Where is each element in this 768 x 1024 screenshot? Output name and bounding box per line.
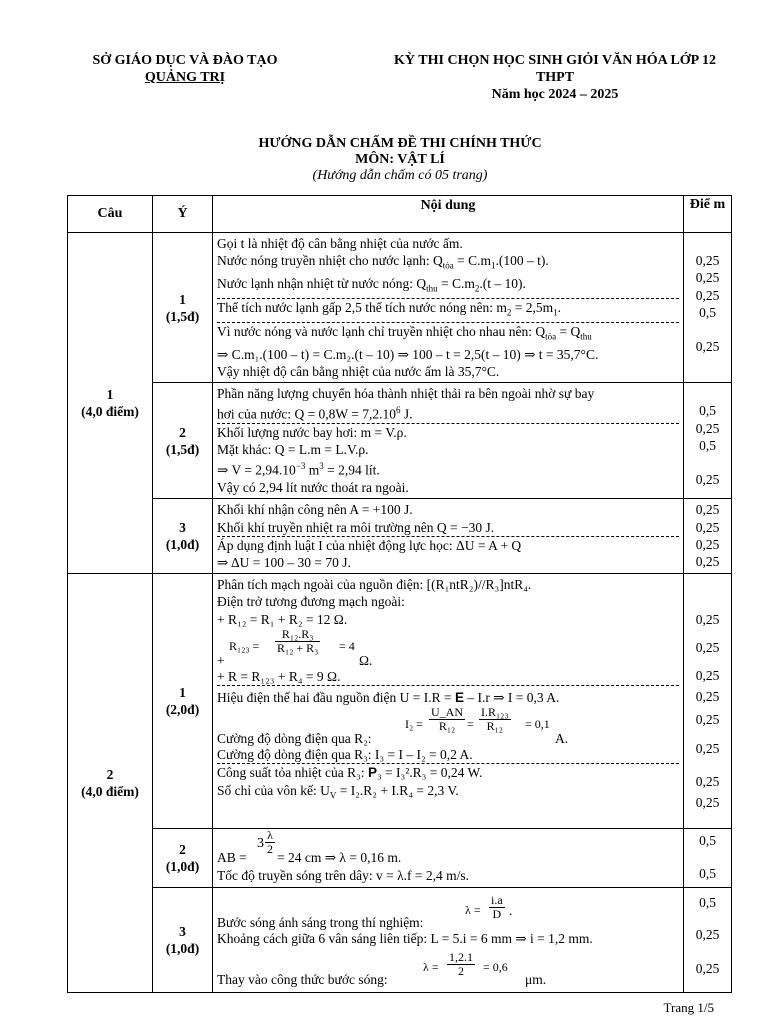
content-line: Khoảng cách giữa 6 vân sáng liên tiếp: L = 5.i = 6 mm ⇒ i = 1,2 mm. xyxy=(217,931,593,947)
part-number: 2 xyxy=(179,842,186,858)
score-cell xyxy=(684,888,732,993)
score-value: 0,25 xyxy=(695,270,720,286)
score-value: 0,25 xyxy=(695,339,720,355)
formula-ab: AB = 3 $\frac{\lambda}{2}$ = 24 cm ⇒ λ = 0,16 m. xyxy=(217,828,402,866)
exam-name: KỲ THI CHỌN HỌC SINH GIỎI VĂN HÓA LỚP 12 xyxy=(394,53,716,68)
score-value: 0,25 xyxy=(695,688,720,704)
content-line: Áp dụng định luật I của nhiệt động lực học: ΔU = A + Q xyxy=(217,537,522,553)
score-value: 0,5 xyxy=(699,437,716,453)
score-cell xyxy=(684,574,732,829)
part-cell xyxy=(153,499,213,574)
table-row xyxy=(68,233,732,383)
part-points: (1,0đ) xyxy=(165,537,200,553)
col-header-y: Ý xyxy=(153,196,213,233)
content-line: + R = R₁₂₃ + R₄ = 9 Ω. xyxy=(217,668,679,686)
part-number: 3 xyxy=(179,520,186,536)
content-line: Cường độ dòng điện qua R₃: I₃ = I – I₂ = 0,2 A. xyxy=(217,746,679,764)
content-line: Vậy có 2,94 lít nước thoát ra ngoài. xyxy=(217,480,409,496)
question-2-cell xyxy=(68,574,153,993)
part-number: 1 xyxy=(179,291,186,307)
grading-table xyxy=(67,195,732,993)
content-line: + R₁₂ = R₁ + R₂ = 12 Ω. xyxy=(217,611,348,627)
table-row xyxy=(68,888,732,993)
score-value: 0,25 xyxy=(695,502,720,518)
header-left xyxy=(60,52,310,86)
content-cell xyxy=(213,574,684,829)
content-line: ⇒ $V = 2,94.10^{-3}$ $m^3 = 2,94$ lít. xyxy=(217,461,380,478)
score-value: 0,5 xyxy=(699,895,716,911)
subject-name: MÔN: VẬT LÍ xyxy=(355,152,445,167)
title-line-1: HƯỚNG DẪN CHẤM ĐỀ THI CHÍNH THỨC xyxy=(258,136,542,151)
score-value: 0,25 xyxy=(695,740,720,756)
score-value: 0,25 xyxy=(695,553,720,569)
content-line: Khối khí nhận công nên A = +100 J. xyxy=(217,502,413,518)
question-number: 1 xyxy=(106,387,114,403)
school-year: Năm học 2024 – 2025 xyxy=(491,87,619,102)
score-value: 0,25 xyxy=(695,611,720,627)
table-header-row xyxy=(68,196,732,233)
formula-lambda-value: Thay vào công thức bước sóng: λ = $\frac{1,2.1}{2}$ = 0,6 μm. xyxy=(217,950,547,988)
content-line: Vậy nhiệt độ cân bằng nhiệt của nước ấm là 35,7°C. xyxy=(217,363,500,379)
content-line: ⇒ C.m₁.(100 – t) = C.m₂.(t – 10) ⇒ 100 – t = 2,5(t – 10) ⇒ t = 35,7°C. xyxy=(217,346,599,362)
part-points: (2,0đ) xyxy=(165,702,200,718)
table-row xyxy=(68,383,732,499)
question-number: 2 xyxy=(106,767,114,783)
question-points: (4,0 điểm) xyxy=(81,404,139,420)
col-header-diem: Điể m xyxy=(684,196,732,233)
part-number: 3 xyxy=(179,924,186,940)
question-points: (4,0 điểm) xyxy=(81,784,139,800)
score-value: 0,25 xyxy=(695,667,720,683)
content-cell xyxy=(213,233,684,383)
question-1-cell xyxy=(68,233,153,574)
part-points: (1,5đ) xyxy=(165,441,200,457)
score-value: 0,5 xyxy=(699,304,716,320)
content-line: ⇒ ΔU = 100 – 30 = 70 J. xyxy=(217,555,351,570)
part-number: 2 xyxy=(179,424,186,440)
formula-r123: R₁₂₃ = $\frac{\text{R₁₂.R₃}}{\text{R₁₂ + R₃}}$ = 4 + Ω. xyxy=(217,626,373,668)
content-line: Gọi t là nhiệt độ cân bằng nhiệt của nước ấm. xyxy=(217,236,463,251)
score-value: 0,5 xyxy=(699,866,716,882)
score-value: 0,25 xyxy=(695,961,720,977)
formula-lambda: Bước sóng ánh sáng trong thí nghiệm: λ = $\frac{i.a}{D}$ . xyxy=(217,893,513,931)
document-title xyxy=(150,136,650,184)
content-line: Hiệu điện thế hai đầu nguồn điện U = I.R = E – I.r ⇒ I = 0,3 A. xyxy=(217,690,560,706)
province-name: QUẢNG TRỊ xyxy=(144,70,226,85)
score-value: 0,25 xyxy=(695,794,720,810)
content-cell xyxy=(213,829,684,888)
part-cell xyxy=(153,383,213,499)
col-header-noidung: Nội dung xyxy=(213,196,684,233)
content-line: Thể tích nước lạnh gấp 2,5 thể tích nước nóng nên: $m_2 = 2,5m_1$. xyxy=(217,299,679,323)
score-cell xyxy=(684,499,732,574)
page-number: Trang 1/5 xyxy=(663,1000,714,1015)
score-value: 0,25 xyxy=(695,287,720,303)
col-header-cau: Câu xyxy=(68,196,153,233)
content-cell xyxy=(213,499,684,574)
score-value: 0,25 xyxy=(695,253,720,269)
part-cell xyxy=(153,233,213,383)
header-right xyxy=(360,52,750,103)
score-value: 0,25 xyxy=(695,639,720,655)
part-points: (1,0đ) xyxy=(165,859,200,875)
content-line: Phần năng lượng chuyển hóa thành nhiệt thải ra bên ngoài nhờ sự bay xyxy=(217,386,595,402)
department-name: SỞ GIÁO DỤC VÀ ĐÀO TẠO xyxy=(92,53,278,68)
content-line: Mặt khác: Q = L.m = L.V.ρ. xyxy=(217,442,369,458)
content-line: Số chỉ của vôn kế: $U_V = I_2.R_2 + I.R_4 = 2,3$ V. xyxy=(217,782,459,801)
score-value: 0,5 xyxy=(699,403,716,419)
part-cell xyxy=(153,829,213,888)
score-value: 0,5 xyxy=(699,833,716,849)
content-line: Khối khí truyền nhiệt ra môi trường nên Q = −30 J. xyxy=(217,519,679,537)
score-cell xyxy=(684,829,732,888)
content-line: Công suất tỏa nhiệt của R₃: P₃ = I₃².R₃ = 0,24 W. xyxy=(217,765,483,781)
content-line: Điện trở tương đương mạch ngoài: xyxy=(217,594,405,610)
content-line: hơi của nước: $Q = 0,8W = 7,2.10^6$ J. xyxy=(217,402,679,424)
content-line: Tốc độ truyền sóng trên dây: v = λ.f = 2,4 m/s. xyxy=(217,868,469,884)
part-cell xyxy=(153,574,213,829)
content-line: Vì nước nóng và nước lạnh chỉ truyền nhiệt cho nhau nên: $Q_{tỏa} = Q_{thu}$ xyxy=(217,323,592,342)
score-value: 0,25 xyxy=(695,773,720,789)
part-points: (1,5đ) xyxy=(165,308,200,324)
part-points: (1,0đ) xyxy=(165,941,200,957)
score-value: 0,25 xyxy=(695,536,720,552)
score-cell xyxy=(684,383,732,499)
score-value: 0,25 xyxy=(695,472,720,488)
score-cell xyxy=(684,233,732,383)
content-line: Nước nóng truyền nhiệt cho nước lạnh: $Q_{tỏa} = C.m_1.(100 - t)$. xyxy=(217,253,549,271)
content-line: Khối lượng nước bay hơi: m = V.ρ. xyxy=(217,425,407,441)
formula-i2: I₂ = $\frac{U\_AN}{\text{R₁₂}}$ = $\frac{\text{I.R₁₂₃}}{\text{R₁₂}}$ = 0,1 Cường độ dòng điện qua R₂: A. xyxy=(217,705,569,747)
page-count-note: (Hướng dẫn chấm có 05 trang) xyxy=(312,168,488,183)
content-line: Nước lạnh nhận nhiệt từ nước nóng: $Q_{thu} = C.m_2.(t - 10)$. xyxy=(217,275,679,299)
score-value: 0,25 xyxy=(695,519,720,535)
score-value: 0,25 xyxy=(695,420,720,436)
score-value: 0,25 xyxy=(695,711,720,727)
part-number: 1 xyxy=(179,685,186,701)
score-value: 0,25 xyxy=(695,927,720,943)
content-cell xyxy=(213,888,684,993)
content-line: Phân tích mạch ngoài của nguồn điện: [(R₁ntR₂)//R₃]ntR₄. xyxy=(217,577,532,593)
exam-level: THPT xyxy=(535,70,575,85)
content-cell xyxy=(213,383,684,499)
table-row xyxy=(68,829,732,888)
table-row xyxy=(68,499,732,574)
part-cell xyxy=(153,888,213,993)
table-row xyxy=(68,574,732,829)
